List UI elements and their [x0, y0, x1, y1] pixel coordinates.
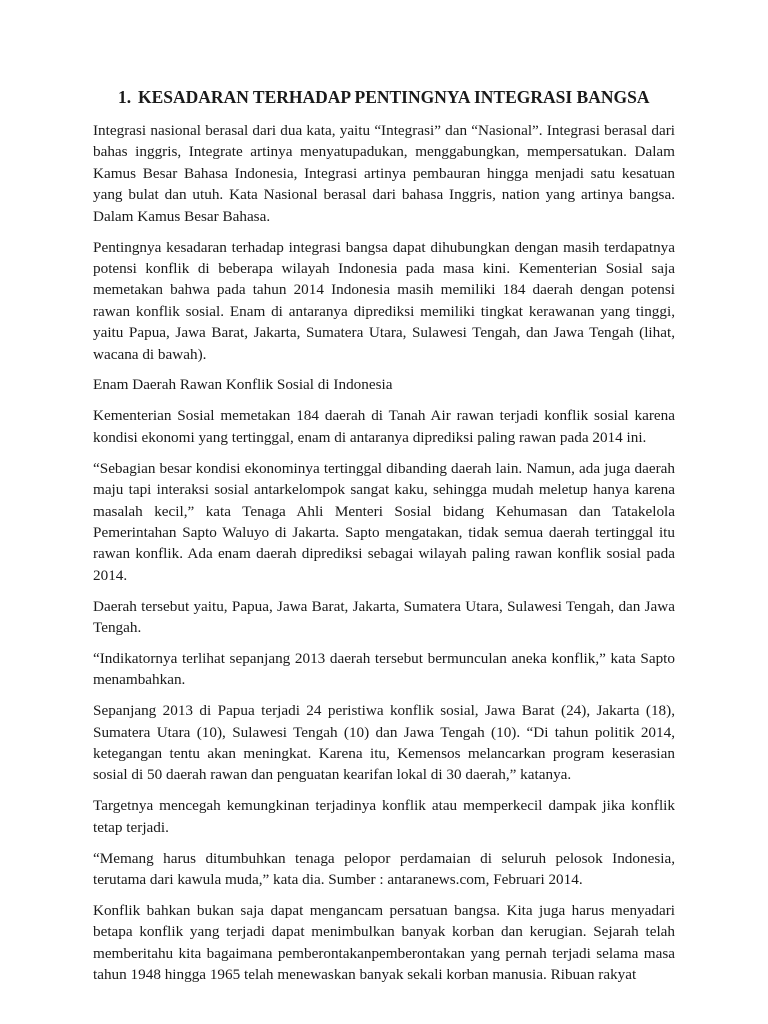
paragraph-target: Targetnya mencegah kemungkinan terjadinya konflik atau memperkecil dampak jika konflik tetap terjadi.	[93, 797, 675, 836]
paragraph-quote-conditions: “Sebagian besar kondisi ekonominya tertinggal dibanding daerah lain. Namun, ada juga daerah maju tapi interaksi sosial antarkelompok sangat kaku, sehingga mudah meletup hanya karena masalah kecil,” kata Tenaga Ahli Menteri Sosial bidang Kehumasan dan Tatakelola Pemerintahan Sapto Waluyo di Jakarta. Sapto mengatakan, tidak semua daerah tertinggal itu rawan konflik. Ada enam daerah diprediksi sebagai wilayah paling rawan konflik sosial pada 2014.	[93, 459, 675, 584]
paragraph-statistics: Sepanjang 2013 di Papua terjadi 24 peristiwa konflik sosial, Jawa Barat (24), Jakarta (18), Sumatera Utara (10), Sulawesi Tengah (10) dan Jawa Tengah (10). “Di tahun politik 2014, ketegangan tentu akan meningkat. Karena itu, Kemensos melancarkan program keserasian sosial di 50 daerah rawan dan penguatan kearifan lokal di 30 daerah,” katanya.	[93, 702, 675, 784]
section-title: KESADARAN TERHADAP PENTINGNYA INTEGRASI BANGSA	[138, 87, 650, 107]
paragraph-ministry-mapping: Kementerian Sosial memetakan 184 daerah di Tanah Air rawan terjadi konflik sosial karena kondisi ekonomi yang tertinggal, enam di antaranya diprediksi paling rawan pada 2014 ini.	[93, 407, 675, 446]
paragraph-quote-source: “Memang harus ditumbuhkan tenaga pelopor perdamaian di seluruh pelosok Indonesia, terutama dari kawula muda,” kata dia. Sumber : antaranews.com, Februari 2014.	[93, 849, 675, 889]
section-number: 1.	[118, 87, 132, 107]
paragraph-regions: Daerah tersebut yaitu, Papua, Jawa Barat, Jakarta, Sumatera Utara, Sulawesi Tengah, dan Jawa Tengah.	[93, 597, 675, 637]
paragraph-history: Konflik bahkan bukan saja dapat mengancam persatuan bangsa. Kita juga harus menyadari betapa konflik yang terjadi dapat menimbulkan banyak korban dan kerugian. Sejarah telah memberitahu kita bagaimana pemberontakanpemberontakan yang pernah terjadi selama masa tahun 1948 hingga 1965 telah menewaskan banyak sekali korban manusia. Ribuan rakyat	[93, 902, 675, 984]
paragraph-subtitle: Enam Daerah Rawan Konflik Sosial di Indonesia	[93, 376, 393, 394]
paragraph-quote-indicator: “Indikatornya terlihat sepanjang 2013 daerah tersebut bermunculan aneka konflik,” kata Sapto menambahkan.	[93, 649, 675, 689]
paragraph-definition: Integrasi nasional berasal dari dua kata, yaitu “Integrasi” dan “Nasional”. Integrasi berasal dari bahas inggris, Integrate artinya menyatupadukan, menggabungkan, mempersatukan. Dalam Kamus Besar Bahasa Indonesia, Integrasi artinya pembauran hingga menjadi satu kesatuan yang bulat dan utuh. Kata Nasional berasal dari bahasa Inggris, nation yang artinya bangsa. Dalam Kamus Besar Bahasa.	[93, 122, 675, 225]
section-heading	[118, 86, 675, 108]
document-page	[93, 86, 675, 995]
paragraph-importance: Pentingnya kesadaran terhadap integrasi bangsa dapat dihubungkan dengan masih terdapatnya potensi konflik di beberapa wilayah Indonesia pada masa kini. Kementerian Sosial saja memetakan bahwa pada tahun 2014 Indonesia masih memiliki 184 daerah dengan potensi rawan konflik sosial. Enam di antaranya diprediksi memiliki tingkat kerawanan yang tinggi, yaitu Papua, Jawa Barat, Jakarta, Sumatera Utara, Sulawesi Tengah, dan Jawa Tengah (lihat, wacana di bawah).	[93, 238, 675, 363]
